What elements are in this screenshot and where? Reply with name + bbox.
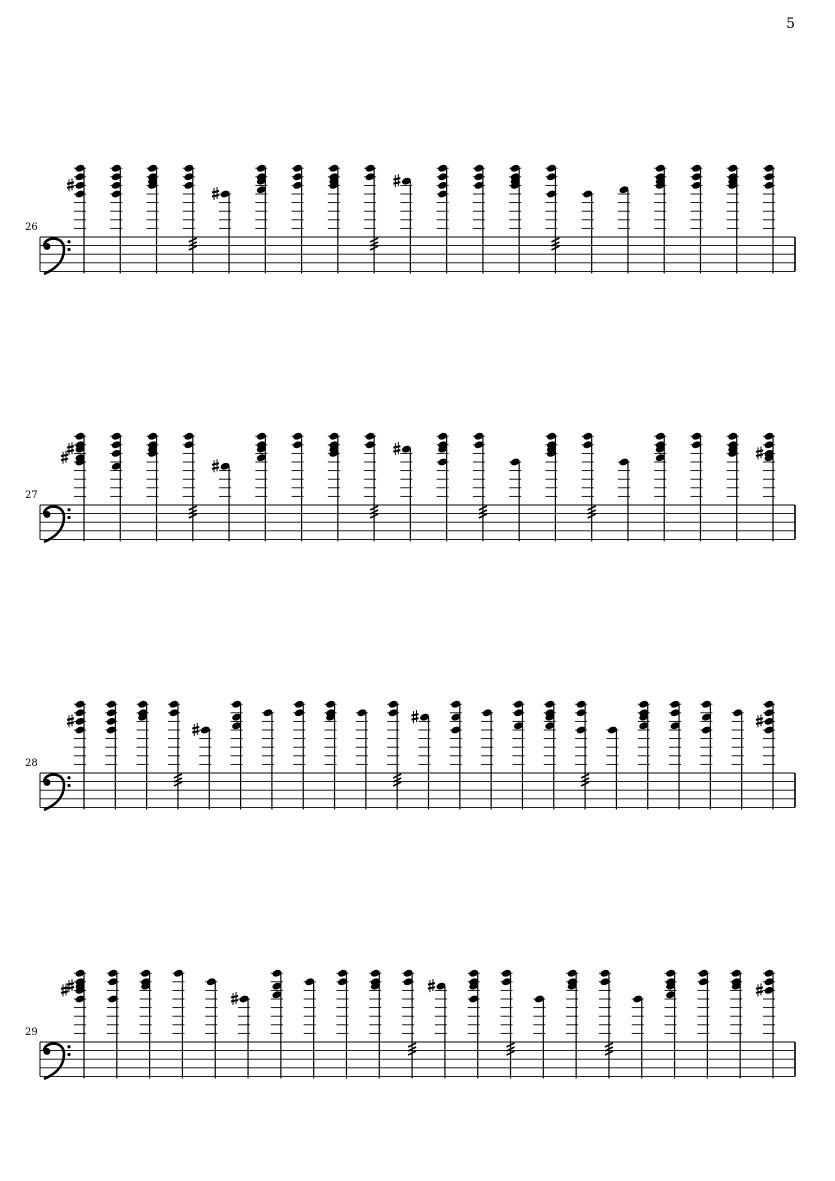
chord bbox=[437, 164, 449, 274]
chord bbox=[545, 164, 559, 274]
chord bbox=[606, 725, 618, 809]
chord bbox=[412, 710, 431, 809]
chord bbox=[364, 164, 378, 274]
chord bbox=[501, 969, 515, 1079]
sharp-icon bbox=[67, 442, 74, 455]
chord bbox=[192, 723, 211, 809]
chord bbox=[304, 977, 316, 1078]
chord bbox=[356, 708, 368, 809]
sharp-icon bbox=[756, 446, 763, 459]
chord bbox=[437, 432, 449, 542]
chord bbox=[168, 700, 182, 810]
chord bbox=[428, 979, 447, 1078]
chord bbox=[756, 700, 775, 810]
chord bbox=[582, 432, 596, 542]
chord bbox=[67, 164, 86, 274]
chord bbox=[231, 992, 250, 1078]
chord bbox=[509, 457, 521, 541]
chord bbox=[205, 977, 217, 1078]
chord bbox=[632, 994, 644, 1078]
chord bbox=[110, 164, 122, 274]
chord bbox=[618, 457, 630, 541]
chord bbox=[730, 969, 742, 1079]
chord bbox=[212, 459, 231, 541]
page-number: 5 bbox=[786, 16, 795, 32]
chord bbox=[638, 700, 650, 810]
measure-number: 29 bbox=[25, 1027, 38, 1038]
chord bbox=[566, 969, 578, 1079]
chord bbox=[727, 432, 739, 542]
measure-number: 26 bbox=[25, 222, 38, 233]
system-27 bbox=[25, 432, 795, 542]
sharp-icon bbox=[67, 979, 74, 992]
chord bbox=[575, 700, 589, 810]
chord bbox=[140, 969, 152, 1079]
chord bbox=[183, 164, 197, 274]
chord bbox=[293, 700, 305, 810]
sharp-icon bbox=[412, 710, 419, 723]
measure-number: 27 bbox=[25, 490, 38, 501]
sharp-icon bbox=[67, 178, 74, 191]
chord bbox=[756, 969, 775, 1079]
chord bbox=[450, 700, 462, 810]
chord bbox=[369, 969, 381, 1079]
measure-number: 28 bbox=[25, 758, 38, 769]
system-28 bbox=[25, 700, 795, 810]
chord bbox=[700, 700, 712, 810]
chord bbox=[336, 969, 348, 1079]
sharp-icon bbox=[67, 714, 74, 727]
system-29 bbox=[25, 969, 795, 1079]
chord bbox=[325, 700, 337, 810]
chord bbox=[61, 969, 86, 1079]
chord bbox=[732, 708, 744, 809]
chord bbox=[292, 432, 304, 542]
chord bbox=[512, 700, 524, 810]
chord bbox=[509, 164, 521, 274]
chord bbox=[690, 432, 702, 542]
chord bbox=[255, 164, 267, 274]
chord bbox=[212, 187, 231, 273]
chord bbox=[402, 969, 416, 1079]
chord bbox=[110, 432, 122, 542]
chord bbox=[67, 700, 86, 810]
chord bbox=[147, 432, 159, 542]
chord bbox=[544, 700, 556, 810]
chord bbox=[533, 994, 545, 1078]
chord bbox=[172, 969, 184, 1079]
sharp-icon bbox=[231, 992, 238, 1005]
bass-clef-icon bbox=[44, 1044, 71, 1079]
bass-clef-icon bbox=[44, 239, 71, 274]
sharp-icon bbox=[61, 451, 68, 464]
bass-clef-icon bbox=[44, 775, 71, 810]
chord bbox=[271, 969, 283, 1079]
chord bbox=[393, 174, 412, 273]
chord bbox=[328, 164, 340, 274]
sharp-icon bbox=[756, 983, 763, 996]
chord bbox=[654, 164, 666, 274]
chord bbox=[255, 432, 267, 542]
sharp-icon bbox=[393, 174, 400, 187]
sharp-icon bbox=[212, 459, 219, 472]
chord bbox=[328, 432, 340, 542]
chord bbox=[763, 164, 775, 274]
sharp-icon bbox=[428, 979, 435, 992]
chord bbox=[61, 432, 86, 542]
chord bbox=[387, 700, 401, 810]
chord bbox=[137, 700, 149, 810]
chord bbox=[292, 164, 304, 274]
chord bbox=[727, 164, 739, 274]
sharp-icon bbox=[212, 187, 219, 200]
chord bbox=[262, 708, 274, 809]
chord bbox=[147, 164, 159, 274]
chord bbox=[364, 432, 378, 542]
sharp-icon bbox=[192, 723, 199, 736]
chord bbox=[545, 432, 557, 542]
sharp-icon bbox=[756, 714, 763, 727]
chord bbox=[183, 432, 197, 542]
chord bbox=[481, 708, 493, 809]
chord bbox=[582, 189, 594, 273]
sharp-icon bbox=[393, 442, 400, 455]
chord bbox=[697, 969, 709, 1079]
chord bbox=[599, 969, 613, 1079]
chord bbox=[473, 164, 485, 274]
chord bbox=[231, 700, 243, 810]
bass-clef-icon bbox=[44, 507, 71, 542]
chord bbox=[690, 164, 702, 274]
chord bbox=[665, 969, 677, 1079]
chord bbox=[393, 442, 412, 541]
chord bbox=[468, 969, 480, 1079]
system-26 bbox=[25, 164, 795, 274]
chord bbox=[473, 432, 487, 542]
chord bbox=[105, 700, 117, 810]
chord bbox=[107, 969, 119, 1079]
chord bbox=[756, 432, 775, 542]
sharp-icon bbox=[61, 983, 68, 996]
chord bbox=[618, 185, 630, 273]
chord bbox=[669, 700, 681, 810]
chord bbox=[654, 432, 666, 542]
